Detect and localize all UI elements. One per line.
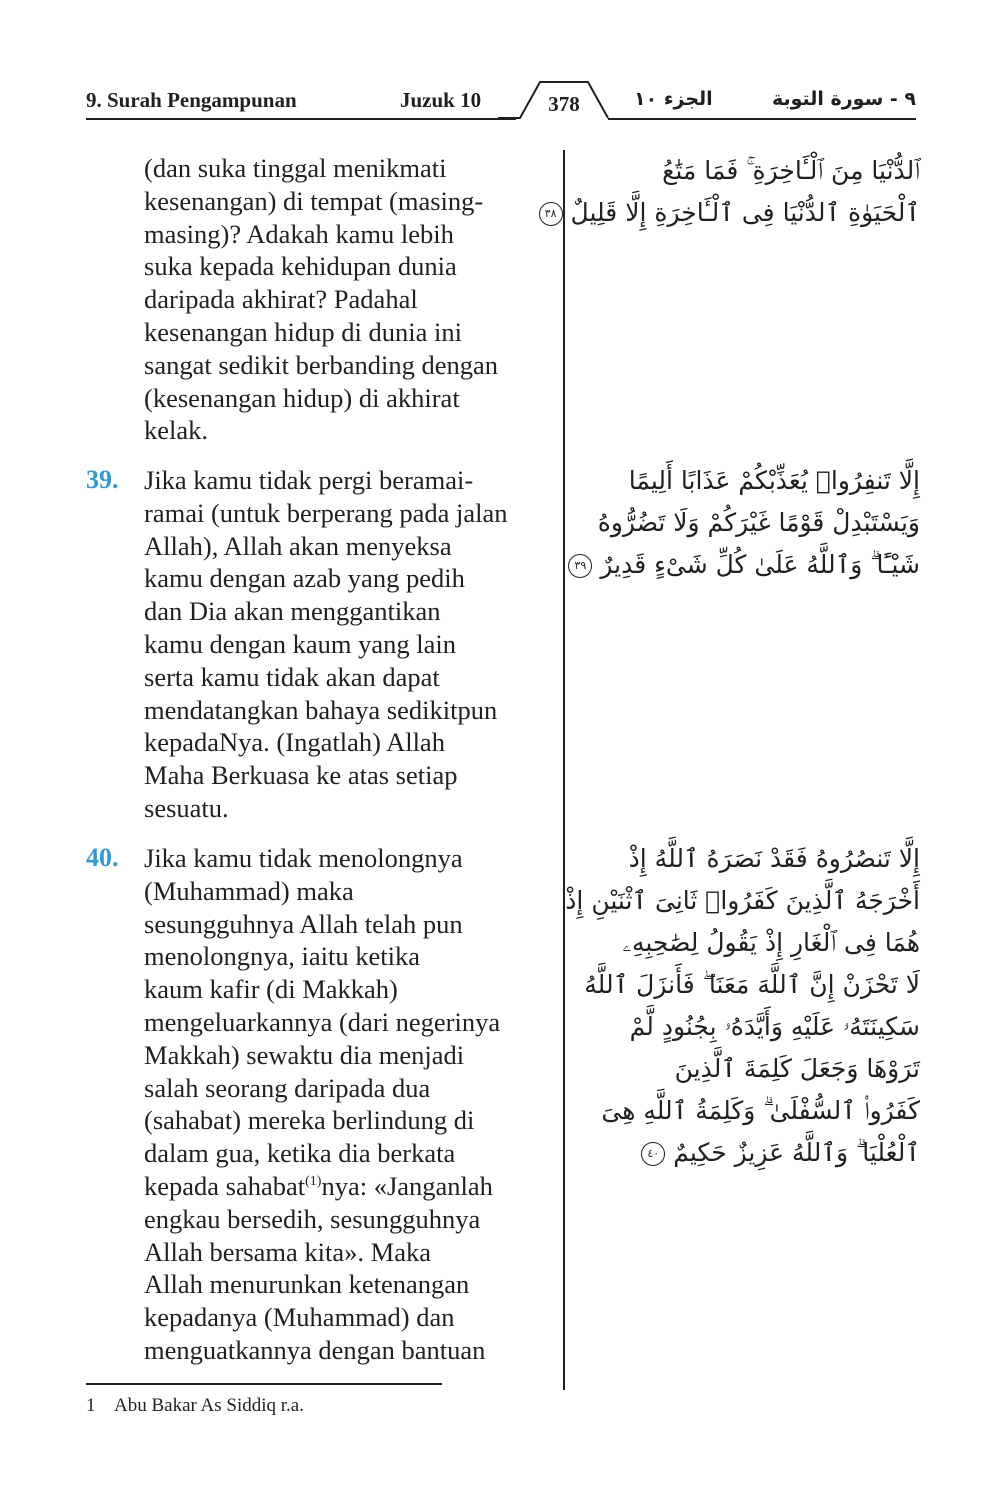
text-line: Maha Berkuasa ke atas setiap (144, 760, 458, 791)
text-line: sesuatu. (144, 792, 229, 823)
arabic-line (574, 544, 920, 586)
text-line: Allah bersama kita». Maka (144, 1236, 431, 1267)
footnote-rule (86, 1383, 442, 1385)
arabic-text: ٱلْعُلْيَا ۗ وَٱللَّهُ عَزِيزٌ حَكِيمٌ (673, 1138, 920, 1167)
arabic-line: كَفَرُوا۟ ٱلسُّفْلَىٰ ۗ وَكَلِمَةُ ٱللَّهِ هِىَ (601, 1096, 920, 1125)
text-line: kelak. (144, 415, 209, 446)
verse-40-arabic (565, 838, 920, 1174)
arabic-text: ٱلْحَيَوٰةِ ٱلدُّنْيَا فِى ٱلْـَٔاخِرَةِ إِلَّا قَلِيلٌ (570, 198, 920, 227)
arabic-line: إِلَّا تَنفِرُوا۟ يُعَذِّبْكُمْ عَذَابًا أَلِيمًا (628, 466, 920, 495)
text-line: Makkah) sewaktu dia menjadi (144, 1039, 465, 1070)
text-line: (kesenangan hidup) di akhirat (144, 382, 460, 413)
verse-38-arabic (544, 150, 920, 234)
text-line: menguatkannya dengan bantuan (144, 1334, 486, 1365)
text-line: mengeluarkannya (dari negerinya (144, 1006, 501, 1037)
header-rule-left (86, 118, 516, 120)
text-line: Jika kamu tidak pergi beramai- (144, 465, 474, 495)
arabic-line: لَا تَحْزَنْ إِنَّ ٱللَّهَ مَعَنَا ۖ فَأَنزَلَ ٱللَّهُ (584, 970, 920, 999)
page-header (86, 78, 916, 124)
surah-title-arabic: ٩ - سورة التوبة (771, 88, 916, 110)
header-rule-right (608, 118, 916, 120)
text-line: Allah), Allah akan menyeksa (144, 530, 452, 561)
text-line: kamu dengan kaum yang lain (144, 628, 457, 659)
ayah-end-marker: ٣٨ (539, 202, 563, 226)
text-line: serta kamu tidak akan dapat (144, 661, 440, 692)
arabic-line (544, 192, 920, 234)
arabic-line: تَرَوْهَا وَجَعَلَ كَلِمَةَ ٱلَّذِينَ (674, 1054, 920, 1083)
text-line: salah seorang daripada dua (144, 1072, 431, 1103)
text-line: dan Dia akan menggantikan (144, 596, 441, 627)
footnote-text: Abu Bakar As Siddiq r.a. (114, 1395, 304, 1416)
text-line: kepadanya (Muhammad) dan (144, 1302, 455, 1333)
arabic-line (580, 1132, 920, 1174)
text-line: Allah menurunkan ketenangan (144, 1269, 470, 1300)
arabic-line: ٱلدُّنْيَا مِنَ ٱلْـَٔاخِرَةِ ۚ فَمَا مَتَٰعُ (662, 156, 920, 185)
text-line: suka kepada kehidupan dunia (144, 251, 457, 282)
footnote-number: 1 (86, 1395, 96, 1416)
text-line: daripada akhirat? Padahal (144, 284, 418, 315)
text-line: (dan suka tinggal menikmati (144, 153, 447, 183)
arabic-line: إِلَّا تَنصُرُوهُ فَقَدْ نَصَرَهُ ٱللَّهُ إِذْ (628, 844, 920, 873)
text-line: kesenangan) di tempat (masing- (144, 185, 484, 216)
footnote (86, 1395, 304, 1417)
juz-label-arabic: الجزء ١٠ (634, 88, 713, 110)
verse-number: 40. (86, 843, 119, 872)
text-line: dalam gua, ketika dia berkata (144, 1138, 456, 1169)
verse-number: 39. (86, 465, 119, 494)
text-line: kepadaNya. (Ingatlah) Allah (144, 727, 445, 758)
footnote-reference: (1) (305, 1174, 322, 1190)
verse-39-arabic (574, 460, 920, 586)
ayah-end-marker: ٤٠ (641, 1142, 665, 1166)
text-line: ramai (untuk berperang pada jalan (144, 497, 508, 528)
text-line: sesungguhnya Allah telah pun (144, 908, 463, 939)
text-fragment: kepada sahabat (144, 1170, 306, 1201)
text-line: kaum kafir (di Makkah) (144, 974, 398, 1005)
arabic-line: أَخْرَجَهُ ٱلَّذِينَ كَفَرُوا۟ ثَانِىَ ٱثْنَيْنِ إِذْ (565, 886, 920, 915)
arabic-line: وَيَسْتَبْدِلْ قَوْمًا غَيْرَكُمْ وَلَا تَضُرُّوهُ (597, 508, 920, 537)
text-line: sangat sedikit berbanding dengan (144, 349, 498, 380)
text-line: engkau bersedih, sesungguhnya (144, 1203, 481, 1234)
text-line: mendatangkan bahaya sedikitpun (144, 694, 498, 725)
column-divider (563, 150, 565, 1390)
text-fragment: nya: «Janganlah (321, 1170, 493, 1201)
text-line: Jika kamu tidak menolongnya (144, 843, 463, 873)
text-line: kamu dengan azab yang pedih (144, 563, 465, 594)
text-line: masing)? Adakah kamu lebih (144, 218, 454, 249)
ayah-end-marker: ٣٩ (568, 554, 592, 578)
surah-title-latin: 9. Surah Pengampunan (86, 88, 297, 112)
arabic-text: شَيْـًٔا ۗ وَٱللَّهُ عَلَىٰ كُلِّ شَىْءٍ قَدِيرٌ (600, 550, 920, 579)
text-line: kesenangan hidup di dunia ini (144, 316, 462, 347)
text-line: (sahabat) mereka berlindung di (144, 1105, 475, 1136)
text-line: menolongnya, iaitu ketika (144, 941, 420, 972)
arabic-line: سَكِينَتَهُۥ عَلَيْهِ وَأَيَّدَهُۥ بِجُنُودٍ لَّمْ (629, 1012, 920, 1041)
text-line: (Muhammad) maka (144, 875, 354, 906)
page-number: 378 (548, 92, 580, 116)
text-line-with-footnote (144, 1170, 564, 1203)
arabic-line: هُمَا فِى ٱلْغَارِ إِذْ يَقُولُ لِصَٰحِبِهِۦ (622, 928, 920, 957)
juz-label-latin: Juzuk 10 (400, 88, 482, 112)
